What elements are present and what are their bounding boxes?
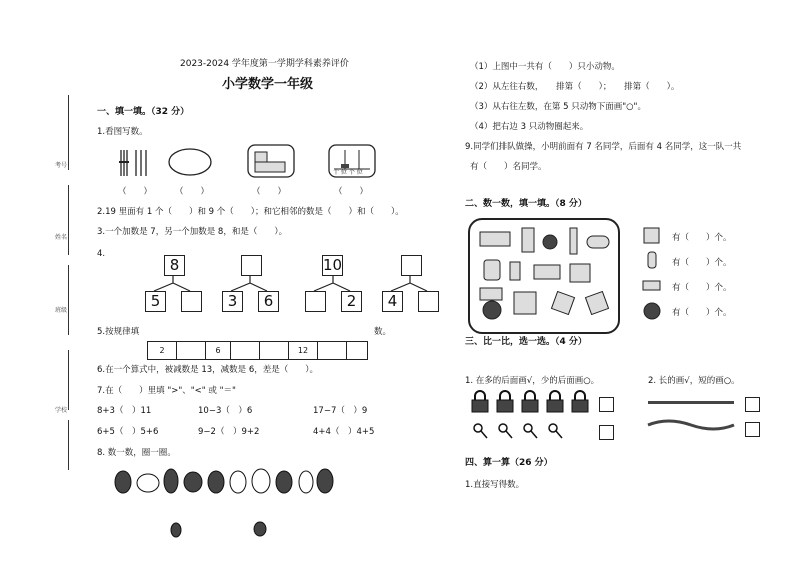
q1-blank-2[interactable]: （ ） <box>175 187 210 197</box>
seq-cell-3: 6 <box>205 341 231 360</box>
q8-label: 8. 数一数，圈一圈。 <box>97 448 176 458</box>
solids-group <box>470 220 615 328</box>
seq-cell-7[interactable] <box>317 341 347 360</box>
q7-r2-c2[interactable]: 9−2（ ）9+2 <box>198 427 260 437</box>
cubes-frame-icon <box>247 144 295 178</box>
section4-q1: 1.直接写得数。 <box>465 480 525 490</box>
seq-cell-1: 2 <box>147 341 177 360</box>
tree1-top: 8 <box>164 255 185 276</box>
q4-label: 4. <box>97 249 106 259</box>
q7-r1-c1[interactable]: 8+3（ ）11 <box>97 406 152 416</box>
q9-line-2: 有（ ）名同学。 <box>470 162 547 172</box>
ellipse-icon <box>168 148 212 176</box>
seq-cell-5[interactable] <box>259 341 289 360</box>
tree3-right: 2 <box>341 291 362 312</box>
solid-legend-icons <box>642 226 662 326</box>
q9-line-1: 9.同学们排队做操，小明前面有 7 名同学，后面有 4 名同学，这一队一共 <box>465 142 742 152</box>
exam-title: 2023-2024 学年度第一学期学科素养评价 <box>180 59 349 69</box>
count-cuboid[interactable]: 有（ ）个。 <box>672 283 732 293</box>
tree2-right: 6 <box>258 291 279 312</box>
animals-row <box>113 465 328 495</box>
small-animals <box>170 521 270 539</box>
binding-label-name: 姓名 <box>55 234 68 241</box>
q1-blank-4[interactable]: （ ） <box>334 187 369 197</box>
line-compare-icons <box>648 395 738 435</box>
section3-title: 三、比一比，选一选。（4 分） <box>465 337 587 347</box>
sticks-bundle-icon <box>118 148 150 178</box>
q1-blank-3[interactable]: （ ） <box>252 187 287 197</box>
count-cylinder[interactable]: 有（ ）个。 <box>672 258 732 268</box>
q8-item-4: （4）把右边 3 只动物圈起来。 <box>470 122 589 132</box>
section4-title: 四、算一算（26 分） <box>465 458 553 468</box>
q1-blank-1[interactable]: （ ） <box>118 187 153 197</box>
binding-label-id: 考号 <box>55 162 68 169</box>
q8-item-3: （3）从右往左数，在第 5 只动物下面画"○"。 <box>470 102 646 112</box>
q7-r1-c3[interactable]: 17−7（ ）9 <box>313 406 368 416</box>
binding-line <box>68 350 69 410</box>
q5-suffix: 数。 <box>374 327 392 337</box>
locks-keys-icons <box>470 392 615 442</box>
tree3-left[interactable] <box>305 291 326 312</box>
seq-cell-2[interactable] <box>176 341 206 360</box>
q7-r2-c1[interactable]: 6+5（ ）5+6 <box>97 427 159 437</box>
tree1-left: 5 <box>145 291 166 312</box>
seq-cell-6: 12 <box>288 341 318 360</box>
tree4-right[interactable] <box>418 291 439 312</box>
tree2-left: 3 <box>222 291 243 312</box>
answer-box-straight-line[interactable] <box>745 397 760 412</box>
count-cube[interactable]: 有（ ）个。 <box>672 233 732 243</box>
q8-item-1: （1）上图中一共有（ ）只小动物。 <box>470 62 620 72</box>
binding-line <box>68 95 69 170</box>
answer-box-locks[interactable] <box>599 397 614 412</box>
answer-box-curved-line[interactable] <box>745 422 760 437</box>
seq-cell-8[interactable] <box>346 341 368 360</box>
section3-q2: 2. 长的画√，短的画○。 <box>648 376 740 386</box>
q3-text: 3.一个加数是 7，另一个加数是 8，和是（ ）。 <box>97 227 288 237</box>
tree3-top: 10 <box>323 256 343 274</box>
q5-label: 5.按规律填 <box>97 327 140 337</box>
binding-line <box>68 420 69 470</box>
q1-label: 1.看图写数。 <box>97 127 148 137</box>
q7-r2-c3[interactable]: 4+4（ ）4+5 <box>313 427 375 437</box>
answer-box-keys[interactable] <box>599 425 614 440</box>
count-sphere[interactable]: 有（ ）个。 <box>672 308 732 318</box>
q7-label: 7.在（ ）里填 ">"、"<" 或 "＝" <box>97 386 236 396</box>
binding-label-class: 班级 <box>55 307 68 314</box>
q6-text: 6.在一个算式中，被减数是 13，减数是 6，差是（ ）。 <box>97 365 318 375</box>
tree4-top[interactable] <box>401 255 422 276</box>
binding-label-school: 学校 <box>55 407 68 414</box>
seq-cell-4[interactable] <box>230 341 260 360</box>
section1-title: 一、填一填。（32 分） <box>97 107 190 117</box>
section2-title: 二、数一数，填一填。（8 分） <box>465 199 587 209</box>
abacus-place-labels: 十 位 个 位 <box>333 169 363 176</box>
tree2-top[interactable] <box>241 255 262 276</box>
binding-line <box>68 265 69 335</box>
tree1-right[interactable] <box>181 291 202 312</box>
q7-r1-c2[interactable]: 10−3（ ）6 <box>198 406 253 416</box>
binding-line <box>68 185 69 255</box>
exam-subject: 小学数学一年级 <box>222 77 314 92</box>
tree4-left: 4 <box>382 291 403 312</box>
q2-text: 2.19 里面有 1 个（ ）和 9 个（ ）；和它相邻的数是（ ）和（ ）。 <box>97 207 404 217</box>
q8-item-2: （2）从左往右数， 排第（ ）； 排第（ ）。 <box>470 82 680 92</box>
section3-q1: 1. 在多的后面画√，少的后面画○。 <box>465 376 600 386</box>
